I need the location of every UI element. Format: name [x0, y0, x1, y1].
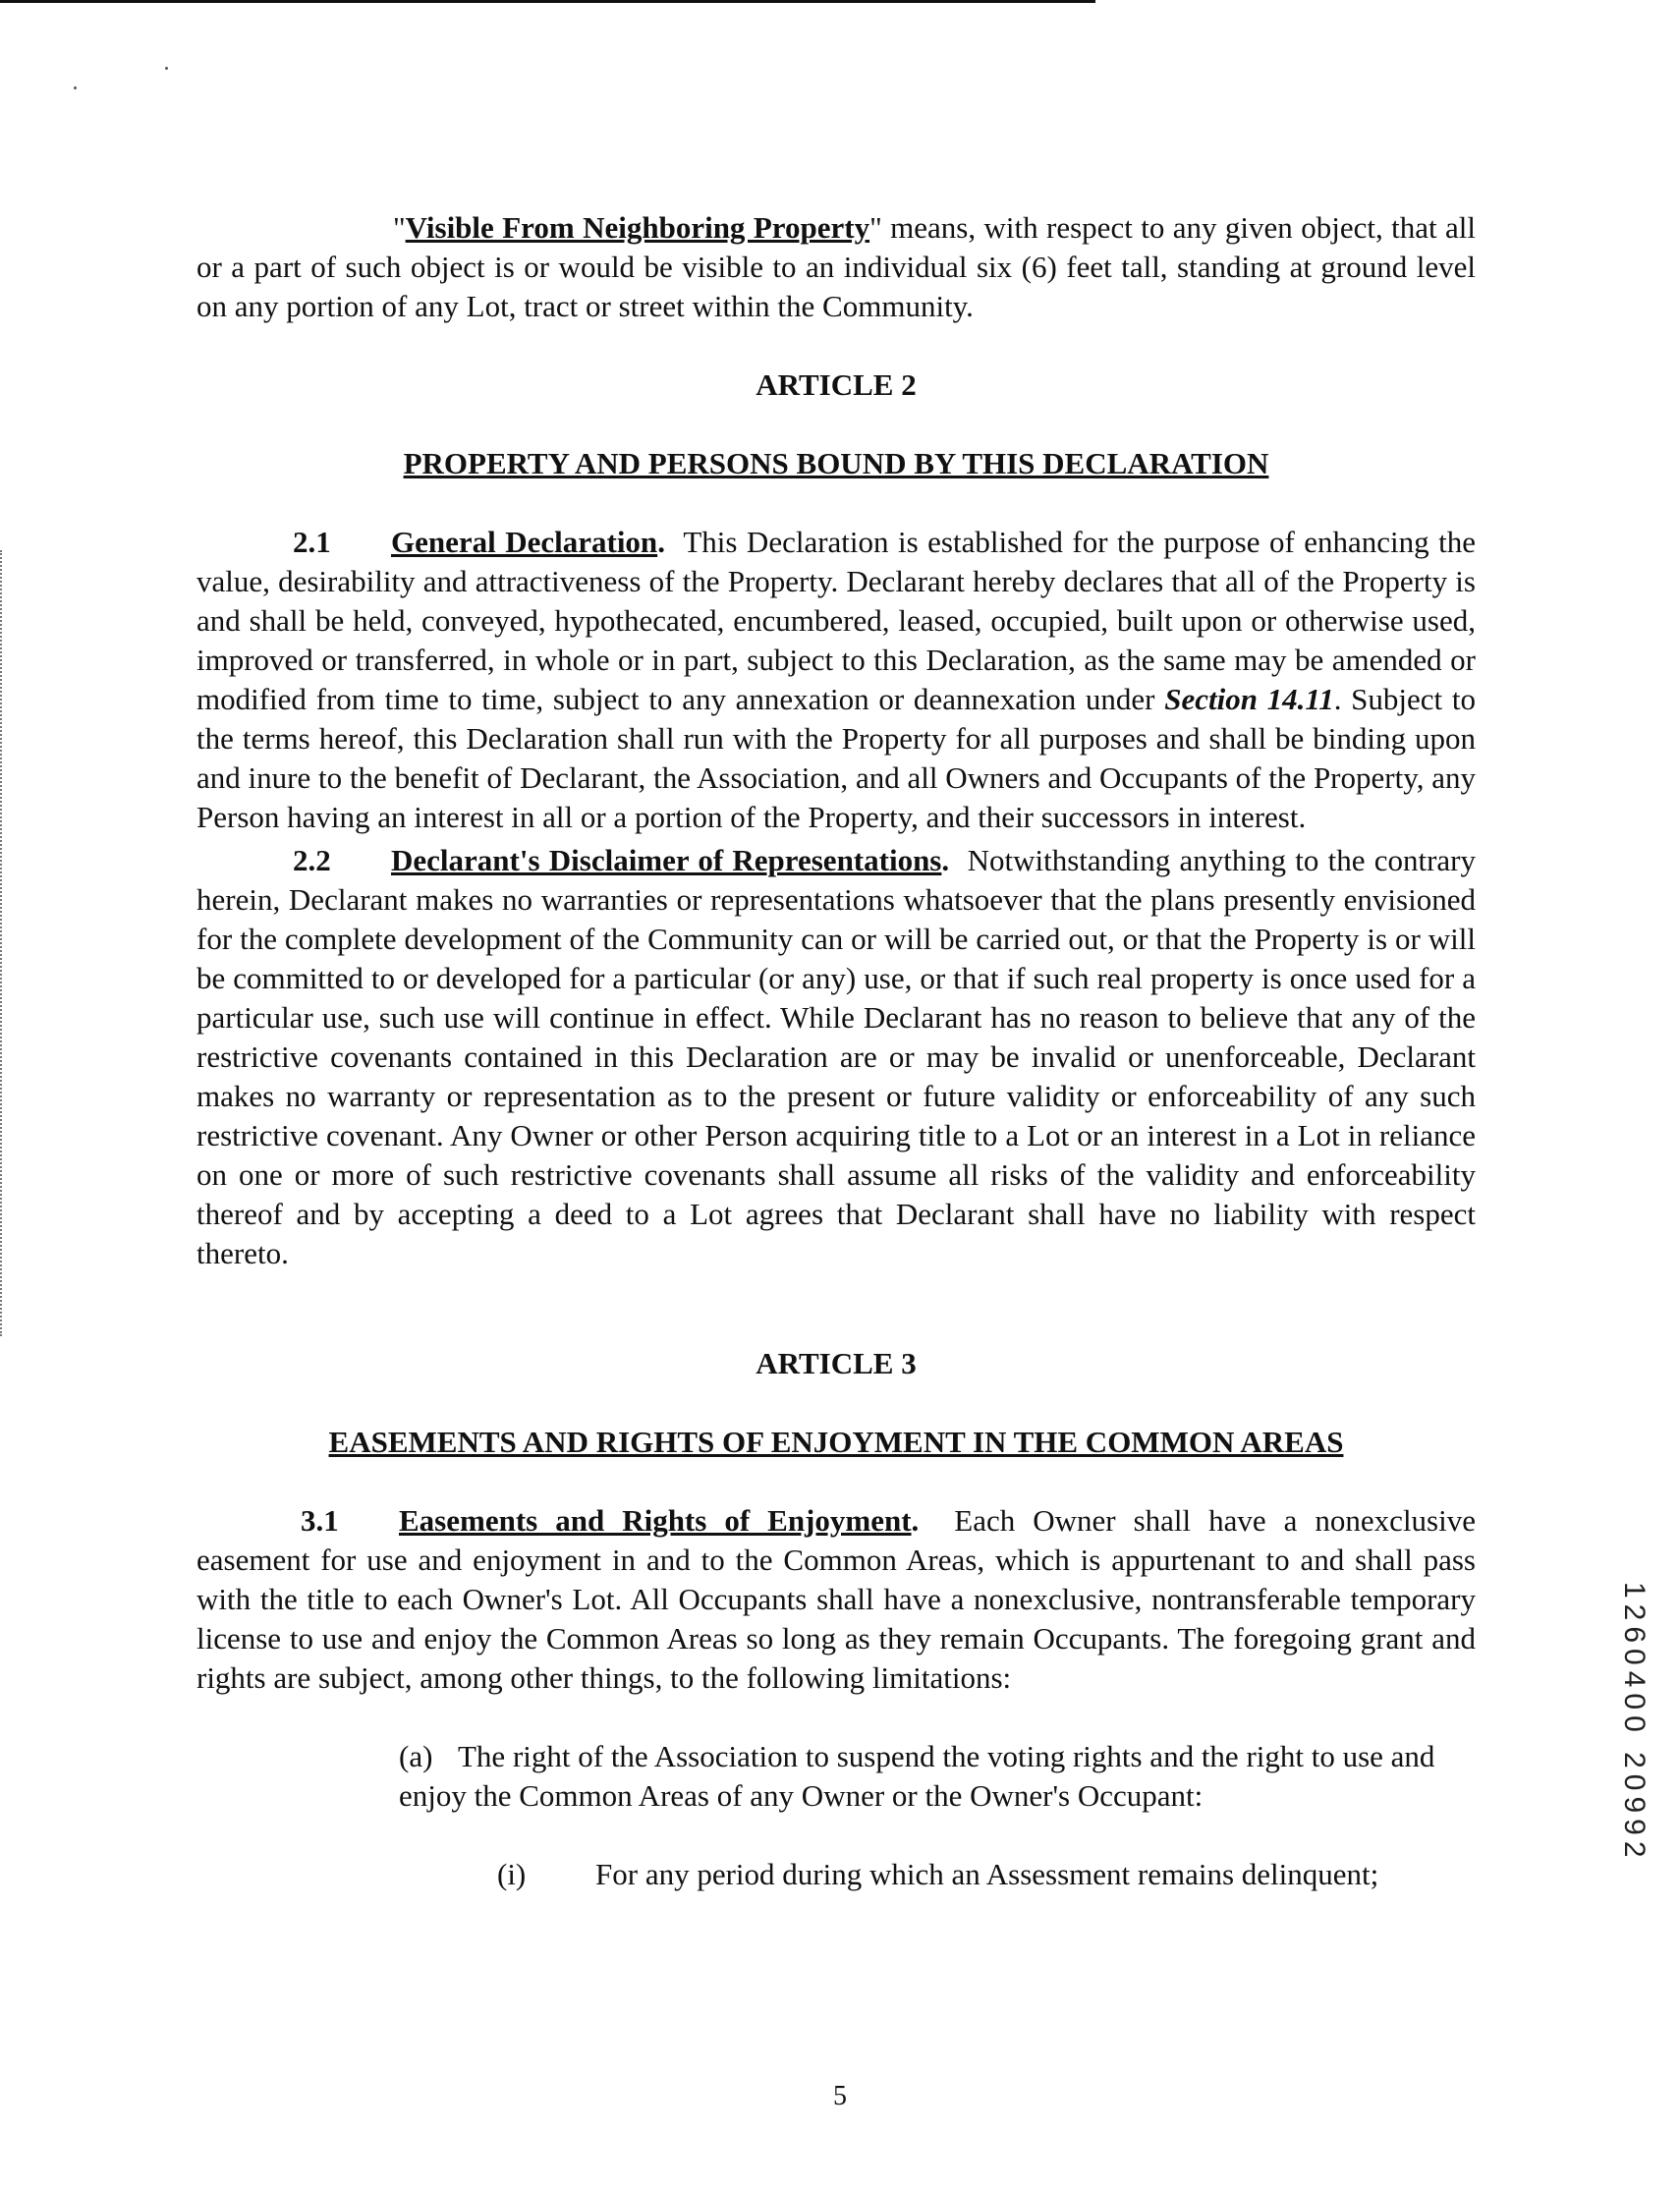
article-3-title: EASEMENTS AND RIGHTS OF ENJOYMENT IN THE COMMON AREAS: [328, 1425, 1344, 1459]
list-text: For any period during which an Assessment remains delinquent;: [595, 1857, 1379, 1891]
list-text: The right of the Association to suspend the voting rights and the right to use and enjoy the Common Areas of any Owner or the Owner's Occupant:: [399, 1739, 1435, 1813]
section-text: Notwithstanding anything to the contrary herein, Declarant makes no warranties or representations whatsoever that the plans presently envisioned for the complete development of the Community can or will be carried out, or that the Property is or will be committed to or developed for a particular (or any) use, or that if such real property is once used for a particular use, such use will continue in effect. While Declarant has no reason to believe that any of the restrictive covenants contained in this Declaration are or may be invalid or unenforceable, Declarant makes no warranty or representation as to the present or future validity or enforceability of any such restrictive covenant. Any Owner or other Person acquiring title to a Lot or an interest in a Lot in reliance on one or more of such restrictive covenants shall assume all risks of the validity and enforceability thereof and by accepting a deed to a Lot agrees that Declarant shall have no liability with respect thereto.: [196, 843, 1476, 1270]
section-heading: Easements and Rights of Enjoyment: [399, 1503, 912, 1538]
page-number: 5: [833, 2081, 847, 2111]
section-text: Each Owner shall have a nonexclusive easement for use and enjoyment in and to the Common Areas, which is appurtenant to and shall pass with the title to each Owner's Lot. All Occupants shall have a nonexclusive, nontransferable temporary license to use and enjoy the Common Areas so long as they remain Occupants. The foregoing grant and rights are subject, among other things, to the following limitations:: [196, 1503, 1476, 1695]
section-heading: General Declaration: [391, 525, 658, 559]
section-heading: Declarant's Disclaimer of Representations: [391, 843, 942, 877]
recording-stamp: [1611, 1582, 1651, 1864]
section-number: 2.2: [293, 843, 331, 877]
scan-edge-marks: [0, 550, 5, 1336]
section-reference: Section 14.11: [1164, 682, 1334, 716]
scan-top-border: [0, 0, 1095, 3]
section-2-1: 2.1 General Declaration. This Declaration is established for the purpose of enhancing the value, desirability and attractiveness of the Property. Declarant hereby declares that all of the Property is and shall be held, conveyed, hypothecated, encumbered, leased, occupied, built upon or otherwise used, improved or transferred, in whole or in part, subject to this Declaration, as the same may be amended or modified from time to time, subject to any annexation or deannexation under Section 14.11. Subject to the terms hereof, this Declaration shall run with the Property for all purposes and shall be binding upon and inure to the benefit of Declarant, the Association, and all Owners and Occupants of the Property, any Person having an interest in all or a portion of the Property, and their successors in interest.: [196, 525, 1477, 834]
list-label: (a): [399, 1739, 433, 1773]
definition-text: means, with respect to any given object, that all or a part of such object is or would be visible to an individual six (6) feet tall, standing at ground level on any portion of any Lot, tract or street within the Community.: [196, 210, 1477, 323]
section-3-1: 3.1 Easements and Rights of Enjoyment. Each Owner shall have a nonexclusive easement for use and enjoyment in and to the Common Areas, which is appurtenant to and shall pass with the title to each Owner's Lot. All Occupants shall have a nonexclusive, nontransferable temporary license to use and enjoy the Common Areas so long as they remain Occupants. The foregoing grant and rights are subject, among other things, to the following limitations:: [196, 1503, 1476, 1695]
scan-speck: [74, 86, 77, 89]
article-2-label: ARTICLE 2: [756, 367, 917, 402]
defined-term: Visible From Neighboring Property: [405, 210, 870, 245]
section-number: 3.1: [301, 1503, 339, 1538]
document-body: [196, 208, 1476, 1894]
article-2-title: PROPERTY AND PERSONS BOUND BY THIS DECLARATION: [403, 446, 1269, 480]
section-text: This Declaration is established for the purpose of enhancing the value, desirability and attractiveness of the Property. Declarant hereby declares that all of the Property is and shall be held, conveyed, hypothecated, encumbered, leased, occupied, built upon or otherwise used, improved or transferred, in whole or in part, subject to this Declaration, as the same may be amended or modified from time to time, subject to any annexation or deannexation under: [196, 525, 1477, 716]
scan-speck: [165, 67, 168, 70]
section-2-2: 2.2 Declarant's Disclaimer of Representations. Notwithstanding anything to the contrary herein, Declarant makes no warranties or representations whatsoever that the plans presently envisioned for the complete development of the Community can or will be carried out, or that the Property is or will be committed to or developed for a particular (or any) use, or that if such real property is once used for a particular use, such use will continue in effect. While Declarant has no reason to believe that any of the restrictive covenants contained in this Declaration are or may be invalid or unenforceable, Declarant makes no warranty or representation as to the present or future validity or enforceability of any such restrictive covenant. Any Owner or other Person acquiring title to a Lot or an interest in a Lot in reliance on one or more of such restrictive covenants shall assume all risks of the validity and enforceability thereof and by accepting a deed to a Lot agrees that Declarant shall have no liability with respect thereto.: [196, 843, 1476, 1270]
list-item-i: [497, 1855, 1476, 1894]
list-label: (i): [497, 1857, 527, 1891]
list-item-a: [399, 1737, 1476, 1816]
article-3-label: ARTICLE 3: [756, 1346, 917, 1380]
section-text: . Subject to the terms hereof, this Declaration shall run with the Property for all purposes and shall be binding upon and inure to the benefit of Declarant, the Association, and all Owners and Occupants of the Property, any Person having an interest in all or a portion of the Property, and their successors in interest.: [196, 682, 1476, 834]
section-number: 2.1: [293, 525, 331, 559]
definition-paragraph: "Visible From Neighboring Property" means, with respect to any given object, that all or a part of such object is or would be visible to an individual six (6) feet tall, standing at ground level on any portion of any Lot, tract or street within the Community.: [196, 210, 1477, 323]
recording-stamp-text: 1260400 20992: [1618, 1582, 1651, 1864]
